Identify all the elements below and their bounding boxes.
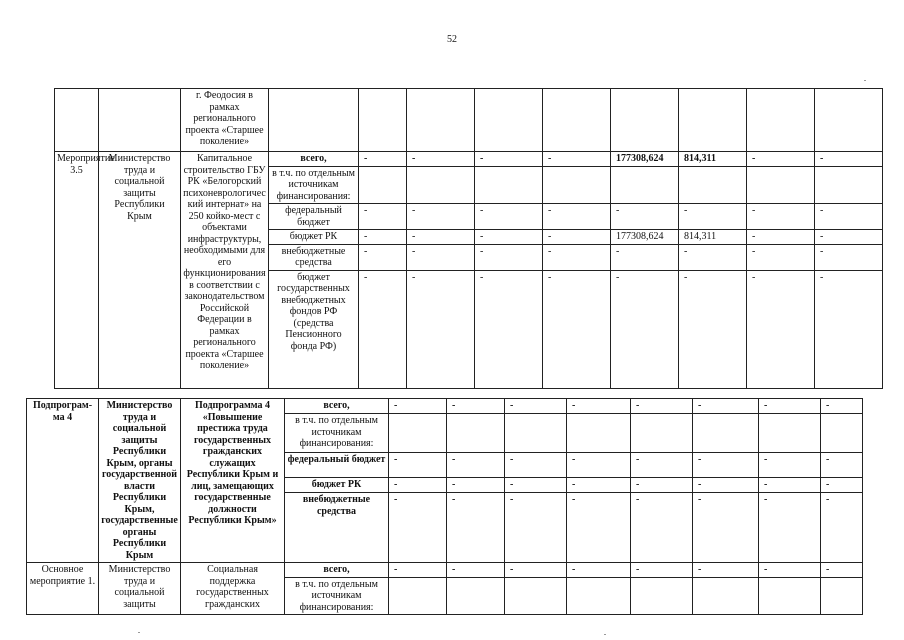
value-cell: - (631, 478, 693, 493)
responsible-cell (99, 89, 181, 152)
value-cell (821, 577, 863, 615)
value-cell: - (447, 399, 505, 414)
value-cell (679, 166, 747, 204)
value-cell: - (359, 204, 407, 230)
value-cell: - (815, 230, 883, 245)
value-cell (359, 166, 407, 204)
value-cell: - (815, 270, 883, 388)
value-cell: - (693, 478, 759, 493)
event-name-cell: г. Феодосия в рамках регионального проекта «Старшее поколение» (181, 89, 269, 152)
value-cell (389, 414, 447, 452)
value-cell: - (505, 399, 567, 414)
value-cell (821, 414, 863, 452)
value-cell: - (543, 270, 611, 388)
value-cell: - (821, 563, 863, 578)
value-cell (543, 166, 611, 204)
page-number: 52 (447, 34, 457, 45)
funding-source-cell: внебюджетные средства (285, 493, 389, 563)
value-cell: - (693, 452, 759, 478)
value-cell (631, 577, 693, 615)
value-cell: - (693, 399, 759, 414)
value-cell: - (815, 204, 883, 230)
value-cell: - (747, 152, 815, 167)
value-cell: - (567, 478, 631, 493)
funding-source-cell: всего, (269, 152, 359, 167)
value-cell: - (759, 399, 821, 414)
value-cell: - (475, 152, 543, 167)
value-cell: - (407, 244, 475, 270)
funding-source-cell: всего, (285, 399, 389, 414)
funding-source-cell: бюджет РК (285, 478, 389, 493)
scan-speck (138, 632, 140, 633)
value-cell: - (679, 244, 747, 270)
value-cell (505, 577, 567, 615)
value-cell: - (567, 493, 631, 563)
value-cell: - (567, 452, 631, 478)
value-cell: - (389, 478, 447, 493)
value-cell: - (407, 204, 475, 230)
value-cell (747, 166, 815, 204)
value-cell: - (389, 399, 447, 414)
funding-source-cell: бюджет государственных внебюджетных фондов РФ (средства Пенсионного фонда РФ) (269, 270, 359, 388)
funding-source-cell: федеральный бюджет (285, 452, 389, 478)
funding-source-cell: в т.ч. по отдельным источникам финансирования: (285, 414, 389, 452)
value-cell: - (759, 563, 821, 578)
value-cell: - (447, 478, 505, 493)
value-cell: 177308,624 (611, 230, 679, 245)
value-cell: - (389, 493, 447, 563)
value-cell: - (447, 563, 505, 578)
responsible-cell: Министерство труда и социальной защиты Республики Крым, органы государственной власти Республики Крым, государственные органы Республики Крым (99, 399, 181, 563)
value-cell: - (447, 493, 505, 563)
event-name-cell: Капитальное строительство ГБУ РК «Белогорский психоневрологичес кий интернат» на 250 койко-мест с объектами инфраструктуры, необходимыми для его функционирования в соответствии с законодательством Российской Федерации в рамках регионального проекта «Старшее поколение» (181, 152, 269, 389)
value-cell: - (815, 244, 883, 270)
value-cell (407, 166, 475, 204)
value-cell (447, 414, 505, 452)
value-cell (389, 577, 447, 615)
value-cell: - (679, 204, 747, 230)
value-cell (447, 577, 505, 615)
value-cell: - (407, 230, 475, 245)
event-number-cell: Подпрограм-ма 4 (27, 399, 99, 563)
value-cell: - (747, 270, 815, 388)
value-cell: - (475, 244, 543, 270)
value-cell (693, 414, 759, 452)
funding-source-cell: всего, (285, 563, 389, 578)
value-cell (567, 577, 631, 615)
continuation-row (55, 89, 883, 152)
value-cell: - (359, 152, 407, 167)
value-cell: - (747, 204, 815, 230)
value-cell: 177308,624 (611, 152, 679, 167)
value-cell: - (631, 399, 693, 414)
value-cell: - (821, 399, 863, 414)
value-cell: - (543, 244, 611, 270)
value-cell: - (759, 452, 821, 478)
value-cell: - (611, 244, 679, 270)
value-cell: - (475, 204, 543, 230)
value-cell (631, 414, 693, 452)
value-cell: - (389, 563, 447, 578)
value-cell: - (447, 452, 505, 478)
value-cell: - (359, 244, 407, 270)
value-cell (611, 166, 679, 204)
value-cell (567, 414, 631, 452)
value-cell: - (389, 452, 447, 478)
value-cell: - (821, 452, 863, 478)
value-cell: - (611, 204, 679, 230)
value-cell: - (505, 493, 567, 563)
value-cell: - (567, 563, 631, 578)
value-cell: - (505, 563, 567, 578)
funding-source-cell: бюджет РК (269, 230, 359, 245)
value-cell: - (693, 493, 759, 563)
value-cell: - (631, 452, 693, 478)
event-name-cell: Подпрограмма 4 «Повышение престижа труда государственных гражданских служащих Республики Крым и лиц, замещающих государственные должности Республики Крым» (181, 399, 285, 563)
responsible-cell: Министерство труда и социальной защиты (99, 563, 181, 615)
budget-table-bottom (26, 398, 863, 615)
funding-source-cell: внебюджетные средства (269, 244, 359, 270)
event-number-cell: Основное мероприятие 1. (27, 563, 99, 615)
value-cell: 814,311 (679, 152, 747, 167)
budget-table-top (54, 88, 883, 389)
value-cell: - (747, 230, 815, 245)
value-cell (759, 414, 821, 452)
value-cell (815, 166, 883, 204)
value-cell: - (821, 478, 863, 493)
scan-speck (604, 634, 606, 635)
funding-source-cell: в т.ч. по отдельным источникам финансирования: (285, 577, 389, 615)
value-cell: - (693, 563, 759, 578)
responsible-cell: Министерство труда и социальной защиты Республики Крым (99, 152, 181, 389)
value-cell: - (679, 270, 747, 388)
value-cell: - (543, 204, 611, 230)
value-cell: - (759, 493, 821, 563)
value-cell: - (611, 270, 679, 388)
value-cell: - (475, 230, 543, 245)
value-cell: - (407, 152, 475, 167)
value-cell (693, 577, 759, 615)
value-cell: - (543, 230, 611, 245)
value-cell: - (815, 152, 883, 167)
table-row (55, 152, 883, 167)
table-row (27, 563, 863, 578)
scan-speck (864, 80, 866, 81)
value-cell: - (747, 244, 815, 270)
value-cell: 814,311 (679, 230, 747, 245)
value-cell: - (505, 478, 567, 493)
event-name-cell: Социальная поддержка государственных гражданских (181, 563, 285, 615)
table-row (27, 399, 863, 414)
funding-source-cell: федеральный бюджет (269, 204, 359, 230)
value-cell: - (543, 152, 611, 167)
value-cell: - (567, 399, 631, 414)
value-cell (505, 414, 567, 452)
value-cell: - (359, 230, 407, 245)
funding-source-cell: в т.ч. по отдельным источникам финансирования: (269, 166, 359, 204)
value-cell (759, 577, 821, 615)
value-cell (475, 166, 543, 204)
value-cell: - (475, 270, 543, 388)
value-cell: - (759, 478, 821, 493)
value-cell: - (821, 493, 863, 563)
value-cell: - (505, 452, 567, 478)
value-cell: - (359, 270, 407, 388)
value-cell: - (631, 493, 693, 563)
event-number-cell (55, 89, 99, 152)
value-cell: - (407, 270, 475, 388)
value-cell: - (631, 563, 693, 578)
event-number-cell: Мероприятие 3.5 (55, 152, 99, 389)
